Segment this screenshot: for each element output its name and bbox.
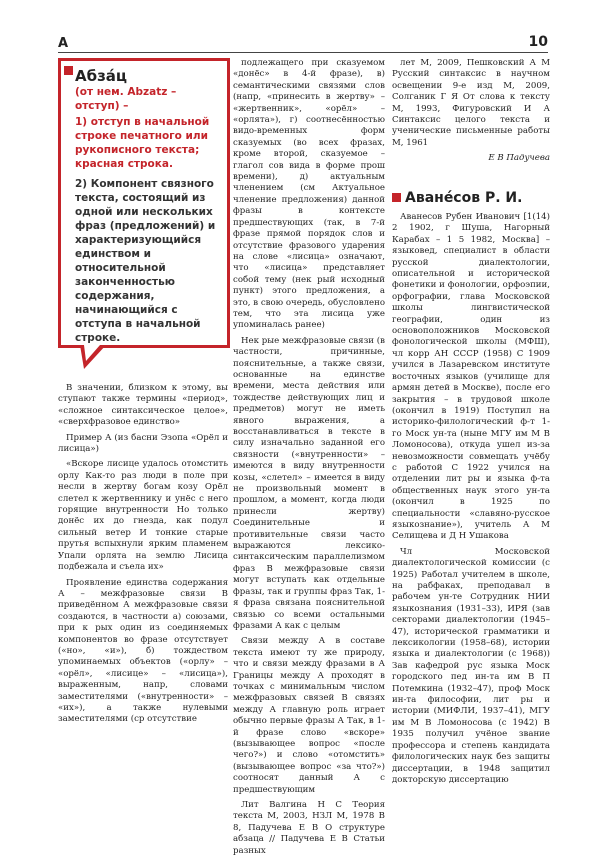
- paragraph: Проявление единства содержания А – межфразовые связи В приведённом А межфразовые связи создаются, в частности а) союзами, при к рых один из соединяемых компонентов во фразе отсутствует («но», «и»), б) тождеством упоминаемых объектов («орлу» – «орёл», «лисице» – «лисица»), выраженным, напр, словами заместителями («внутренности» – «их»), а также нулевыми заместителями (ср отсутствие: [58, 577, 228, 725]
- bibliography: Лит Валгина Н С Теория текста М, 2003, НЗЛ М, 1978 В 8, Падучева Е В О структуре абзаца // Падучева Е В Статьи разных: [233, 800, 385, 856]
- etymology: (от нем. Abzatz – отступ) –: [75, 86, 177, 112]
- paragraph: Аванесов Рубен Иванович [1(14) 2 1902, г Шуша, Нагорный Карабах – 1 5 1982, Москва] – языковед, специалист в области русской диалектологии, описательной и исторической фонетики и фонологии, орфоэпии, орфографии, глава Московской школы лингвистической географии, один из основоположников Московской фонологической школы (МФШ), чл корр АН СССР (1958) С 1909 учился в Лазаревском институте восточных языков (училище для армян детей в Москве), после его закрытия – в трудовой школе (окончил в 1919) Поступил на историко-филологический ф-т 1-го Моск ун-та (ныне МГУ им М В Ломоносова), откуда ушел из-за невозможности совмещать учёбу с работой С 1922 учился на отделении лит ры и языка ф-та общественных наук этого ун-та (окончил в 1925 по специальности «славяно-русское языкознание»), учитель А М Селищева и Д Н Ушакова: [392, 212, 550, 542]
- column-2: [233, 58, 385, 861]
- paragraph: Связи между А в составе текста имеют ту же природу, что и связи между фразами в А Границы между А проходят в точках с минимальным числом межфразовых связей В связях между А главную роль играет обычно первые фразы А Так, в 1-й фразе слово «вскоре» (вызывающее вопрос «после чего?») и слово «отомстить» (вызывающее вопрос «за что?») соотносят данный А с предшествующим: [233, 636, 385, 795]
- definition-2: 2) Компонент связного текста, состоящий из одной или нескольких фраз (предложений) и характеризующийся единством и относительной законченностью содержания, начинающийся с отступа в начальной строке.: [75, 178, 216, 344]
- paragraph: Нек рые межфразовые связи (в частности, причинные, пояснительные, а также связи, основанные на единстве времени, места действия или тождестве действующих лиц и предметов) могут не иметь явного выражения, а восстанавливаться в тексте в силу изначально заданной его связности («внутренности» – имеются в виду внутренности козы, «слетел» – имеется в виду не произвольный момент в прошлом, а момент, когда люди принесли жертву) Соединительные и противительные связи часто выражаются лексико-синтаксическим параллелизмом фраз В межфразовые связи могут вступать как отдельные фразы, так и группы фраз Так, 1-я фраза связана пояснительной связью со всеми остальными фразами А как с целым: [233, 335, 385, 631]
- entry-square-icon: [64, 66, 73, 75]
- paragraph: В значении, близком к этому, вы ступают также термины «период», «сложное синтаксическое целое», «сверхфразовое единство»: [58, 383, 228, 428]
- definition-box: [58, 58, 230, 348]
- header-rule: [58, 52, 548, 53]
- paragraph: подлежащего при сказуемом «донёс» в 4-й фразе), в) семантическими связями слов (напр, «принесить в жертву» – «жертвенник», «орёл» – «орлята»), г) соотнесённостью видо-временных форм сказуемых (во всех фразах, кроме второй, сказуемое – глагол сов вида в форме прош времени), д) актуальным членением (см Актуальное членение предложения) данной фразы в контексте предшествующих (так, в 7-й фразе прямой порядок слов и отсутствие фразового ударения на слове «лисица» означают, что «лисица» представляет собой тему (нек рый исходный пункт) этого предложения, а это, в свою очередь, обусловлено тем, что эта лисица уже упоминалась ранее): [233, 58, 385, 331]
- entry-title-avanesov: [392, 190, 522, 206]
- speech-bubble-tail-inner: [84, 345, 100, 361]
- entry-title-text: Аванéсов Р. И.: [405, 190, 523, 206]
- page-number: 10: [528, 34, 548, 50]
- bibliography-cont: лет М, 2009, Пешковский А М Русский синтаксис в научном освещении 9-е изд М, 2009, Солганик Г Я От слова к тексту М, 1993, Фигуровский И А Синтаксис целого текста и ученические письменные работы М, 1961: [392, 58, 550, 148]
- column-3-entry: [392, 212, 550, 790]
- paragraph: Чл Московской диалектологической комиссии (с 1925) Работал учителем в школе, на рабфаках, преподавал в рабочем ун-те Сотрудник НИИ языкознания (1931–33), ИРЯ (зав секторами диалектологии (1945–47), исторической грамматики и лексикологии (1958–68), истории языка и диалектологии (с 1968)) Зав кафедрой рус языка Моск городского пед ин-та им В П Потемкина (1932–47), проф Моск ин-та философии, лит ры и истории (МИФЛИ, 1937–41), МГУ им М В Ломоносова (с 1942) В 1935 получил учёное звание профессора и степень кандидата филологических наук без защиты диссертации, в 1948 защитил докторскую диссертацию: [392, 546, 550, 785]
- author-signature: Е В Падучева: [488, 153, 550, 164]
- paragraph: Пример А (из басни Эзопа «Орёл и лисица»): [58, 432, 228, 455]
- entry-square-icon: [392, 193, 401, 202]
- headword: Абзáц: [75, 67, 128, 85]
- column-1: [58, 383, 228, 730]
- definition-1: 1) отступ в начальной строке печатного или рукописного текста; красная строка.: [75, 116, 210, 170]
- running-head-letter: А: [58, 36, 69, 51]
- column-3: [392, 58, 550, 165]
- paragraph: «Вскоре лисице удалось отомстить орлу Как-то раз люди в поле при несли в жертву богам козу Орёл слетел к жертвеннику и унёс с него горящие внутренности Но только донёс их до гнезда, как подул сильный ветер И тонкие старые прутья вспыхнули ярким пламенем Упали орлята на землю Лисица подбежала и съела их»: [58, 459, 228, 573]
